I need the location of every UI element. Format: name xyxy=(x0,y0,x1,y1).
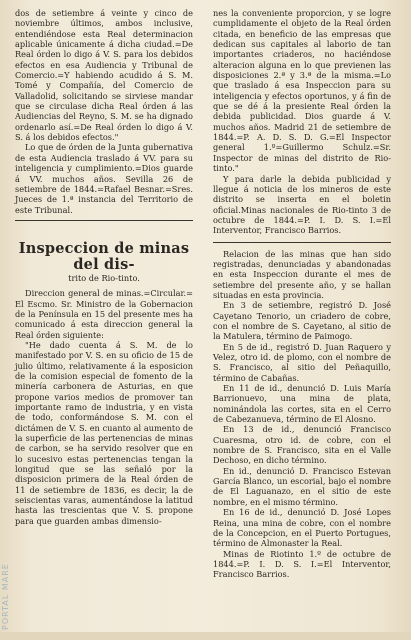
section-heading: Inspeccion de minas del dis- xyxy=(18,239,190,273)
library-stamp: PORTAL MARE xyxy=(1,563,10,630)
right-column xyxy=(213,8,391,580)
section-divider xyxy=(15,220,193,221)
right-paragraph-3: Relacion de las minas que han sido registradas, denunciadas y abandonadas en esta Inspeccion durante el mes de setiembre del presente año, y se hallan situadas en esta provincia. xyxy=(213,248,391,300)
right-paragraph-8: En id., denunció D. Francisco Estevan García Blanco, un escorial, bajo el nombre de El Laguanazo, en el sitio de este nombre, en el mismo término. xyxy=(213,465,391,507)
right-paragraph-7: En 13 de id., denunció Francisco Cuaresma, otro id. de cobre, con el nombre de S. Francisco, sita en el Valle Dechoso, en dicho término. xyxy=(213,424,391,466)
left-paragraph-4: "He dado cuenta á S. M. de lo manifestado por V. S. en su oficio de 15 de julio último, relativamente á la esposicion de la comision especial de fomento de la minería carbonera de Asturias, en que propone varios medios de promover tan importante ramo de industria, y en vista de todo, conformándose S. M. con el dictámen de V. S. en cuanto al aumento de la superficie de las pertenencias de minas de carbon, se ha servido resolver que en lo sucesivo estas pertenencias tengan la longitud que se las señaló por la disposicion primera de la Real órden de 11 de setiembre de 1836, es decir, la de seiscientas varas, aumentándose la latitud hasta las trescientas que V. S. propone para que guarden ambas dimensio- xyxy=(15,339,193,526)
right-paragraph-4: En 3 de setiembre, registró D. José Cayetano Tenorio, un criadero de cobre, con el nombre de S. Cayetano, al sitio de la Matulera, término de Paimogo. xyxy=(213,300,391,342)
left-paragraph-3: Direccion general de minas.=Circular.= El Escmo. Sr. Ministro de la Gobernacion de la Península en 15 del presente mes ha comunicado á esta direccion general la Real órden siguiente: xyxy=(15,288,193,340)
column-divider xyxy=(213,242,391,243)
right-paragraph-1: nes la conveniente proporcion, y se logre cumplidamente el objeto de la Real órden citada, en beneficio de las empresas que dedican sus capitales al laborio de tan importantes criaderos, no haciéndose alteracion alguna en lo que previenen las disposiciones 2.ª y 3.ª de la misma.=Lo que traslado á esa Inspeccion para su inteligencia y efectos oportunos, y á fin de que se dé á la presiente Real órden la debida publicidad. Dios guarde á V. muchos años. Madrid 21 de setiembre de 1844.=P. A. D. S. D. G.=El Inspector general 1.º=Guillermo Schulz.=Sr. Inspector de minas del distrito de Rio-tinto." xyxy=(213,8,391,174)
right-paragraph-10: Minas de Riotinto 1.º de octubre de 1844.=P. I. D. S. I.=El Interventor, Francisco Barrios. xyxy=(213,548,391,580)
left-column xyxy=(15,8,193,526)
left-paragraph-2: Lo que de órden de la Junta gubernativa de esta Audiencia traslado á VV. para su inteligencia y cumplimiento.=Dios guarde á VV. muchos años. Sevilla 26 de setiembre de 1844.=Rafael Besnar.=Sres. Jueces de 1.ª instancia del Territorio de este Tribunal. xyxy=(15,142,193,215)
right-paragraph-6: En 11 de id., denunció D. Luis María Barrionuevo, una mina de plata, nominándola las cortes, sita en el Cerro de Cabezanueva, término de El Alosno. xyxy=(213,383,391,425)
right-paragraph-2: Y para darle la debida publicidad y llegue á noticia de los mineros de este distrito se inserta en el boletin oficial.Minas nacionales de Rio-tinto 3 de octubre de 1844.=P. I. D. S. I.=El Interventor, Francisco Barrios. xyxy=(213,173,391,236)
left-paragraph-1: dos de setiembre á veinte y cinco de noviembre últimos, ambos inclusive, entendiéndose esta Real determinacion aplicable únicamente á dicha ciudad.=De Real órden lo digo á V. S. para los debidos efectos en esa Audiencia y Tribunal de Comercio.=Y habiendo acudido á S. M. Tomé y Compañía, del Comercio de Valladolid, solicitando se sirviese mandar que se circulase dicha Real órden á las Audiencias del Reyno, S. M. se ha dignado ordenarlo así.=De Real órden lo digo á V. S. á los debidos efectos." xyxy=(15,8,193,143)
page-bottom-edge xyxy=(0,632,411,640)
right-paragraph-5: En 5 de id., registró D. Juan Raquero y Velez, otro id. de plomo, con el nombre de S. Francisco, al sitio del Peñaquillo, término de Cabañas. xyxy=(213,341,391,383)
section-subheading: trito de Rio-tinto. xyxy=(68,272,140,283)
right-paragraph-9: En 16 de id., denunció D. José Lopes Reina, una mina de cobre, con el nombre de la Concepcion, en el Puerto Portugues, término de Almonaster la Real. xyxy=(213,507,391,549)
